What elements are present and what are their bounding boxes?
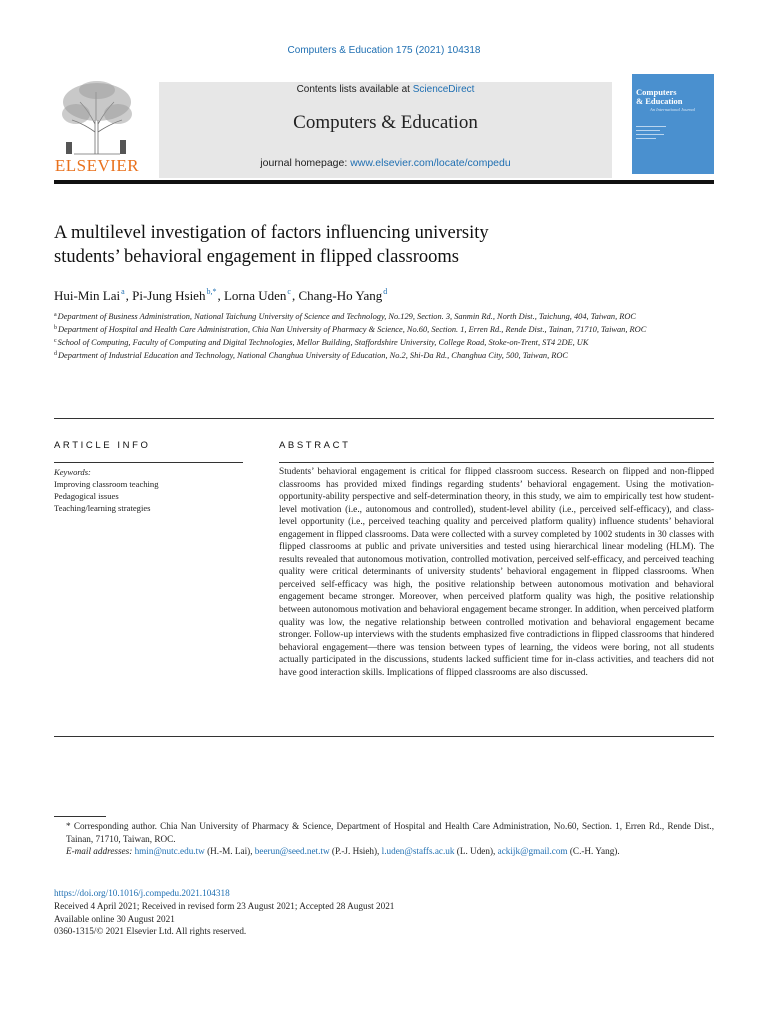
keyword: Improving classroom teaching — [54, 479, 159, 489]
author-affil-link[interactable]: c — [287, 287, 291, 296]
received-dates: Received 4 April 2021; Received in revised form 23 August 2021; Accepted 28 August 2021 — [54, 900, 395, 911]
doi-link[interactable]: https://doi.org/10.1016/j.compedu.2021.104318 — [54, 888, 230, 898]
cover-subtitle: An International Journal — [650, 107, 695, 112]
elsevier-logo — [54, 80, 140, 174]
author-affil-link[interactable]: d — [383, 287, 388, 296]
author-name: Lorna Uden — [223, 288, 287, 303]
keywords-block — [54, 466, 244, 514]
journal-banner — [159, 82, 612, 178]
cover-line — [636, 130, 660, 131]
cover-line — [636, 134, 664, 135]
email-link[interactable]: l.uden@staffs.ac.uk — [381, 846, 455, 856]
journal-reference[interactable]: Computers & Education 175 (2021) 104318 — [287, 45, 481, 56]
footnote-rule — [54, 816, 106, 817]
journal-title: Computers & Education — [293, 112, 478, 133]
available-online: Available online 30 August 2021 — [54, 913, 175, 924]
abstract-text: Students’ behavioral engagement is critical for flipped classroom success. Research on flipped and non-flipped classrooms has provided mixed findings regarding students’ behavioral engagement. Using the motivation-opportunity-ability perspective and self-determination theory, in this study, we aim to empirically test how student-level motivation (i.e., autonomous and controlled), student-level ability (i.e., perceived self-efficacy), and class-level opportunity (i.e., perceived teaching quality and perceived platform quality) influence students’ behavioral engagement in flipped classrooms. Data were collected with a survey completed by 1002 students in 30 classes with flipped classrooms at public and private universities and tested using hierarchical linear modeling (HLM). The results revealed that autonomous motivation, controlled motivation, perceived self-efficacy, and perceived teaching quality were critical determinants of university students’ behavioral engagement in flipped classrooms. When perceived self-efficacy was high, the positive relationship between autonomous motivation and behavioral engagement became stronger. Moreover, when perceived platform quality was high, the positive relationship between autonomous motivation and behavioral engagement became stronger. In addition, when perceived platform quality was low, the negative relationship between controlled motivation and behavioral engagement became stronger. Follow-up interviews with the students emphasized five contradictions in flipped classrooms that hindered behavioral engagement—there was tension between types of learning, the videos were boring, not all students actually participated in the discussions, students lacked sufficient time for in-class activities, and teachers did not have good interaction skills. Implications of flipped classrooms are also discussed. — [279, 467, 714, 678]
header-divider — [54, 180, 714, 184]
sciencedirect-link[interactable]: ScienceDirect — [412, 84, 475, 95]
article-info-heading: ARTICLE INFO — [54, 440, 151, 451]
keywords-label: Keywords: — [54, 467, 91, 477]
footnotes — [54, 820, 714, 858]
affiliation: $^a$Department of Business Administration, National Taichung University of Science and Technology, No.129, Section. 3, Sanmin Rd., North Dist., Taichung, 404, Taiwan, ROC — [54, 312, 637, 321]
author-list: Hui-Min Lai$^a$, Pi-Jung Hsieh$^{b,*}$, Lorna Uden$^c$, Chang-Ho Yang$^d$ — [54, 287, 388, 303]
author-name: Pi-Jung Hsieh — [132, 288, 206, 303]
keyword: Pedagogical issues — [54, 491, 119, 501]
section-divider — [54, 418, 714, 419]
journal-cover-image — [632, 74, 714, 174]
contents-line: Contents lists available at ScienceDirect — [296, 84, 475, 95]
abstract-end-divider — [54, 736, 714, 737]
article-title: A multilevel investigation of factors influencing university students’ behavioral engagement in flipped classrooms — [54, 223, 489, 267]
affiliations — [54, 310, 654, 362]
author-affil-link[interactable]: b,* — [206, 287, 217, 296]
email-addresses: E-mail addresses: hmin@nutc.edu.tw (H.-M. Lai), beerun@seed.net.tw (P.-J. Hsieh), l.uden@staffs.ac.uk (L. Uden), ackijk@gmail.com (C.-H. Yang). — [66, 846, 620, 856]
cover-title: Computers & Education — [636, 87, 683, 106]
email-link[interactable]: hmin@nutc.edu.tw — [134, 846, 205, 856]
publisher-logo-text: ELSEVIER — [54, 156, 140, 175]
email-link[interactable]: beerun@seed.net.tw — [254, 846, 330, 856]
cover-line — [636, 138, 656, 139]
author-name: Hui-Min Lai — [54, 288, 121, 303]
cover-line — [636, 126, 666, 127]
copyright: 0360-1315/© 2021 Elsevier Ltd. All rights reserved. — [54, 926, 247, 937]
homepage-line: journal homepage: www.elsevier.com/locate/compedu — [260, 157, 511, 169]
elsevier-tree-icon — [54, 80, 140, 156]
affiliation: $^d$Department of Industrial Education and Technology, National Changhua University of Education, No.2, Shi-Da Rd., Changhua City, 500, Taiwan, ROC — [54, 351, 569, 361]
email-link[interactable]: ackijk@gmail.com — [497, 846, 568, 856]
publication-info — [54, 887, 714, 938]
corresponding-author-note: * Corresponding author. Chia Nan University of Pharmacy & Science, Department of Hospital and Health Care Administration, No.60, Section. 1, Erren Rd., Rende Dist., Tainan, 71710, Taiwan, ROC. — [66, 821, 714, 844]
keyword: Teaching/learning strategies — [54, 503, 151, 513]
affiliation: $^b$Department of Hospital and Health Care Administration, Chia Nan University of Pharmacy & Science, No.60, Section. 1, Erren Rd., Rende Dist., Tainan, 71710, Taiwan, ROC — [54, 325, 647, 335]
abstract-heading: ABSTRACT — [279, 440, 351, 451]
homepage-link[interactable]: www.elsevier.com/locate/compedu — [350, 157, 511, 169]
abstract-divider — [279, 462, 714, 463]
author-name: Chang-Ho Yang — [298, 288, 383, 303]
article-info-divider — [54, 462, 243, 463]
affiliation: $^c$School of Computing, Faculty of Computing and Digital Technologies, Mellor Building, Staffordshire University, College Road, Stoke-on-Trent, ST4 2DE, UK — [54, 338, 589, 348]
author-affil-link[interactable]: a — [121, 287, 125, 296]
